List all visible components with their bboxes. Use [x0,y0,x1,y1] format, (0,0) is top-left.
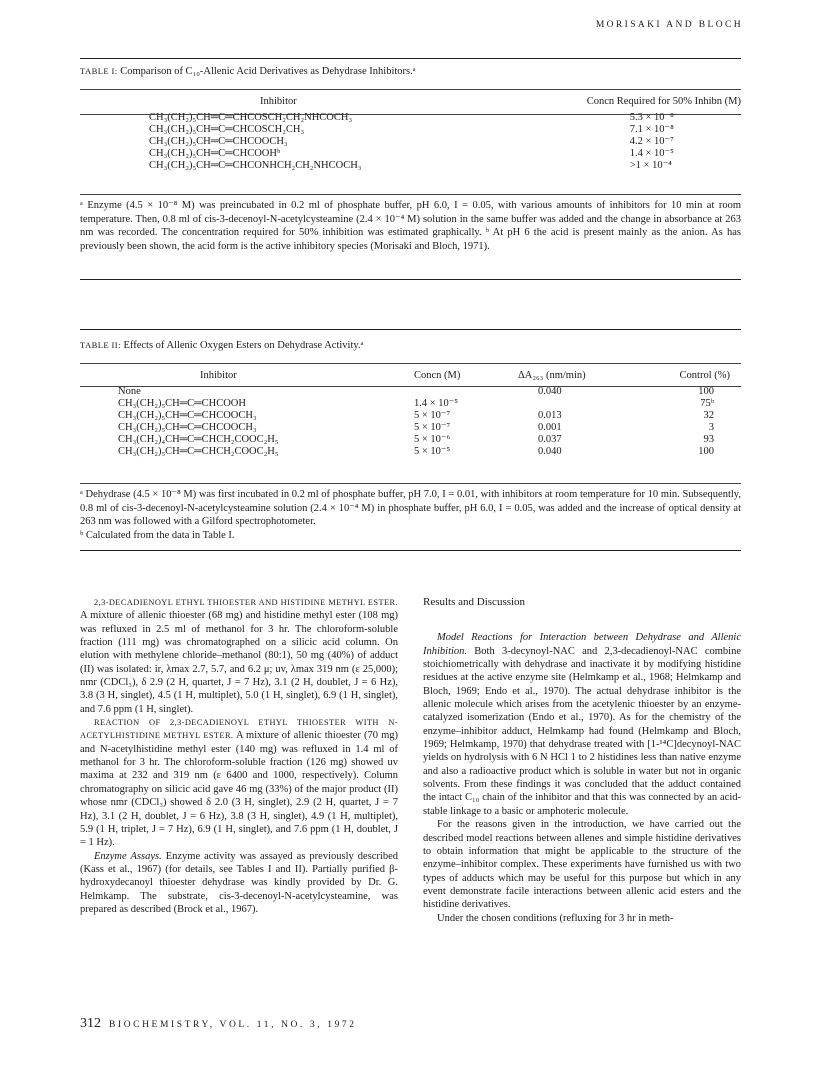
table2-cell-control: 32 [703,410,714,421]
table1-caption [80,66,416,77]
table1-cell-conc: >1 × 10⁻⁴ [629,160,672,171]
table1-col-inhibitor: Inhibitor [260,96,297,107]
right-p1-body: Both 3-decynoyl-NAC and 2,3-decadienoyl-NAC combine stoichiometrically with dehydrase and inactivate it by modifying histidine residues at the active enzyme site (Helmkamp et al., 1968; Helmkamp and Bloch, 1969; Endo et al., 1970). The actual dehydrase inhibitor is the allenic molecule which arises from the acetylenic thioester by an enzyme-catalyzed isomerization (Endo et al., 1970). As for the chemistry of the enzyme–inhibitor adduct, Helmkamp had found (Helmkamp and Bloch, 1969; Helmkamp, 1970) that dehydrase treated with [1-¹⁴C]decynoyl-NAC yields on hydrolysis with 6 N HCl 1 to 2 histidines less than native enzyme and also a radioactive product which is soluble in water but not in organic solvents. From these findings it was concluded that the adduct contained the intact C₁₀ chain of the inhibitor and that this was connected by an acid-stable linkage to a basic or amphoteric molecule. [423,645,741,817]
table2-cell-control: 100 [698,386,714,397]
left-p1-heading: 2,3-DECADIENOYL ETHYL THIOESTER AND HISTIDINE METHYL ESTER. [94,598,398,607]
right-paragraph-2: For the reasons given in the introduction, we have carried out the described model reactions between allenes and simple histidine derivatives to obtain information that might be applicable to the structure of the enzyme–inhibitor complex. These experiments have furnished us with two types of adducts which may be useful for this purpose but which in any event demonstrate facile interactions between allenic acid esters and the histidine derivatives. [423,819,741,911]
table1-footnote [80,199,741,253]
left-column [80,596,398,916]
left-p1-body: A mixture of allenic thioester (68 mg) and histidine methyl ester (108 mg) was refluxed in 2.5 ml of methanol for 3 hr. The chloroform-soluble fraction (111 mg) was chromatographed on a silicic acid column. On elution with methylene chloride–methanol (80:1), 50 mg (40%) of adduct (II) was isolated: ir, λmax 2.7, 5.7, and 6.2 μ; uv, λmax 319 nm (ε 25,000); nmr (CDCl₃), δ 2.9 (2 H, quartet, J = 7 Hz), 3.1 (2 H, doublet, J = 6 Hz), 3.8 (3 H, singlet), 4.5 (1 H, multiplet), 5.0 (1 H, singlet), 6.9 (1 H, singlet), and 7.6 ppm (1 H, singlet). [80,610,398,715]
table1-cell-inhibitor: CH₃(CH₂)₅CH═C═CHCOSCH₂CH₂NHCOCH₃ [149,112,353,123]
table1-end-rule [80,279,741,280]
table2-cell-inhibitor: None [118,386,141,397]
left-paragraph-3 [80,850,398,917]
table2-cell-control: 75ᵇ [700,398,714,409]
table2-cell-conc: 5 × 10⁻⁷ [414,422,451,433]
table2-row [118,386,730,398]
table2-header-bottom-rule [80,386,741,387]
running-head: MORISAKI AND BLOCH [595,20,743,30]
table1-cell-conc: 5.3 × 10⁻⁸ [629,112,674,123]
table2-title: Effects of Allenic Oxygen Esters on Dehydrase Activity.ᵃ [123,340,364,351]
table2-header-row [118,365,730,386]
table2-cell-control: 3 [708,422,714,433]
left-paragraph-1 [80,596,398,716]
table1-col-conc: Concn Required for 50% Inhibn (M) [586,96,741,107]
table2-row [118,422,730,434]
table2-cell-delta: 0.040 [538,386,562,397]
table2-col-control: Control (%) [679,370,730,381]
table2-cell-inhibitor: CH₃(CH₂)₄CH═C═CHCH₂COOC₂H₅ [118,434,279,445]
table1-cell-inhibitor: CH₃(CH₂)₅CH═C═CHCOOHᵇ [149,148,281,159]
table2-row [118,434,730,446]
right-p1-heading: Model Reactions for Interaction between Dehydrase and Allenic Inhibition. [423,632,741,657]
right-column [423,596,741,925]
table2 [118,365,730,458]
table1-bottom-rule [80,194,741,195]
table1-cell-inhibitor: CH₃(CH₂)₅CH═C═CHCOOCH₃ [149,136,288,147]
table1-cell-conc: 1.4 × 10⁻⁵ [629,148,674,159]
table1-cell-inhibitor: CH₃(CH₂)₅CH═C═CHCOSCH₂CH₃ [149,124,305,135]
table1-header-bottom-rule [80,114,741,115]
table2-footnote-a: ᵃ Dehydrase (4.5 × 10⁻⁸ M) was first incubated in 0.2 ml of phosphate buffer, pH 7.0, I = 0.01, with inhibitors at room temperature for 10 min. Subsequently, 0.8 ml of cis-3-decenoyl-N-acetylcysteamine solution (2.4 × 10⁻⁴ M) in phosphate buffer, pH 6.0, I = 0.05, was added and the increase of optical density at 263 nm was followed with a Gilford spectrophotometer. [80,489,741,528]
table1-cell-conc: 7.1 × 10⁻⁸ [629,124,674,135]
table2-header-top-rule [80,363,741,364]
table1-label: TABLE I: [80,66,118,76]
table2-cell-delta: 0.037 [538,434,562,445]
page-number: 312 [80,1016,101,1031]
table1-top-rule [80,58,741,59]
table2-label: TABLE II: [80,340,121,350]
right-paragraph-3: Under the chosen conditions (refluxing for 3 hr in meth- [437,912,674,924]
table1-footnote-text: ᵃ Enzyme (4.5 × 10⁻⁸ M) was preincubated in 0.2 ml of phosphate buffer, pH 6.0, I = 0.05, with various amounts of inhibitors for 10 min at room temperature. Then, 0.8 ml of cis-3-decenoyl-N-acetylcysteamine (2.4 × 10⁻⁴ M) solution in the same buffer was added and the change in absorbance at 263 nm was recorded. The concentration required for 50% inhibition was estimated graphically. ᵇ At pH 6 the acid is present mainly as the anion. As has previously been shown, the acid form is the active inhibitory species (Morisaki and Bloch, 1971). [80,200,741,252]
table2-end-rule [80,550,741,551]
table2-cell-conc: 5 × 10⁻⁵ [414,446,451,457]
table2-cell-inhibitor: CH₃(CH₂)₅CH═C═CHCH₂COOC₂H₅ [118,446,279,457]
left-p2-body: A mixture of allenic thioester (70 mg) and N-acetylhistidine methyl ester (140 mg) was refluxed in 1.4 ml of methanol for 3 hr. The chloroform-soluble fraction (126 mg) showed uv maxima at 232 and 319 nm (ε 6400 and 1000, respectively). Column chromatography on silicic acid gave 46 mg (33%) of the major product (II) whose nmr (CDCl₃) showed δ 2.0 (3 H, singlet), 2.9 (2 H, quartet, J = 7 Hz), 3.1 (2 H, doublet, J = 6 Hz), 3.8 (3 H, singlet), 4.9 (1 H, multiplet), 5.9 (1 H, triplet, J = 7 Hz), 6.9 (1 H, singlet), and 7.6 ppm (1 H, doublet, J = 1 Hz). [80,730,398,849]
table2-footnote-b: ᵇ Calculated from the data in Table I. [80,529,235,541]
table2-top-rule [80,329,741,330]
table1-header-row [80,91,741,112]
left-paragraph-2 [80,716,398,849]
table1-cell-conc: 4.2 × 10⁻⁷ [629,136,674,147]
table2-row [118,446,730,458]
left-p3-body: Enzyme activity was assayed as previously described (Kass et al., 1967) (for details, see Tables I and II). Partially purified β-hydroxydecanoyl thioester dehydrase was kindly provided by Dr. G. Helmkamp. The substrate, cis-3-decenoyl-N-acetylcysteamine, was prepared as described (Brock et al., 1967). [80,850,399,915]
table2-col-conc: Concn (M) [414,370,461,381]
table2-col-delta: ΔA₂₆₃ (nm/min) [518,370,586,381]
table1 [80,91,741,172]
table2-cell-delta: 0.040 [538,446,562,457]
table2-row [118,398,730,410]
table2-cell-inhibitor: CH₃(CH₂)₅CH═C═CHCOOCH₃ [118,422,257,433]
left-p2-heading: REACTION OF 2,3-DECADIENOYL ETHYL THIOESTER WITH N-ACETYLHISTIDINE METHYL ESTER. [80,718,398,741]
left-p3-heading: Enzyme Assays. [94,850,162,862]
table2-footnote [80,488,741,542]
table2-cell-conc: 5 × 10⁻⁶ [414,434,451,445]
table1-row [80,124,741,136]
table1-row [80,148,741,160]
results-section-title: Results and Discussion [423,596,526,608]
table2-cell-conc [414,386,518,398]
table1-title: Comparison of C₁₀-Allenic Acid Derivatives as Dehydrase Inhibitors.ᵃ [120,66,416,77]
table2-cell-delta: 0.001 [538,422,562,433]
journal-citation: BIOCHEMISTRY, VOL. 11, NO. 3, 1972 [109,1020,357,1030]
table2-bottom-rule [80,483,741,484]
table1-cell-inhibitor: CH₃(CH₂)₅CH═C═CHCONHCH₂CH₂NHCOCH₃ [149,160,362,171]
table2-cell-inhibitor: CH₃(CH₂)₅CH═C═CHCOOH [118,398,246,409]
table2-cell-control: 100 [698,446,714,457]
page-footer [80,1016,357,1032]
table2-cell-delta: 0.013 [538,410,562,421]
table2-row [118,410,730,422]
table2-col-inhibitor: Inhibitor [200,370,237,381]
table2-cell-conc: 1.4 × 10⁻⁵ [414,398,458,409]
table1-header-top-rule [80,89,741,90]
right-paragraph-1 [423,631,741,818]
table2-cell-control: 93 [703,434,714,445]
table1-row [80,136,741,148]
table1-row [80,160,741,172]
table2-cell-delta [518,398,640,410]
table2-cell-inhibitor: CH₃(CH₂)₅CH═C═CHCOOCH₃ [118,410,257,421]
table2-caption [80,340,363,351]
table2-cell-conc: 5 × 10⁻⁷ [414,410,451,421]
